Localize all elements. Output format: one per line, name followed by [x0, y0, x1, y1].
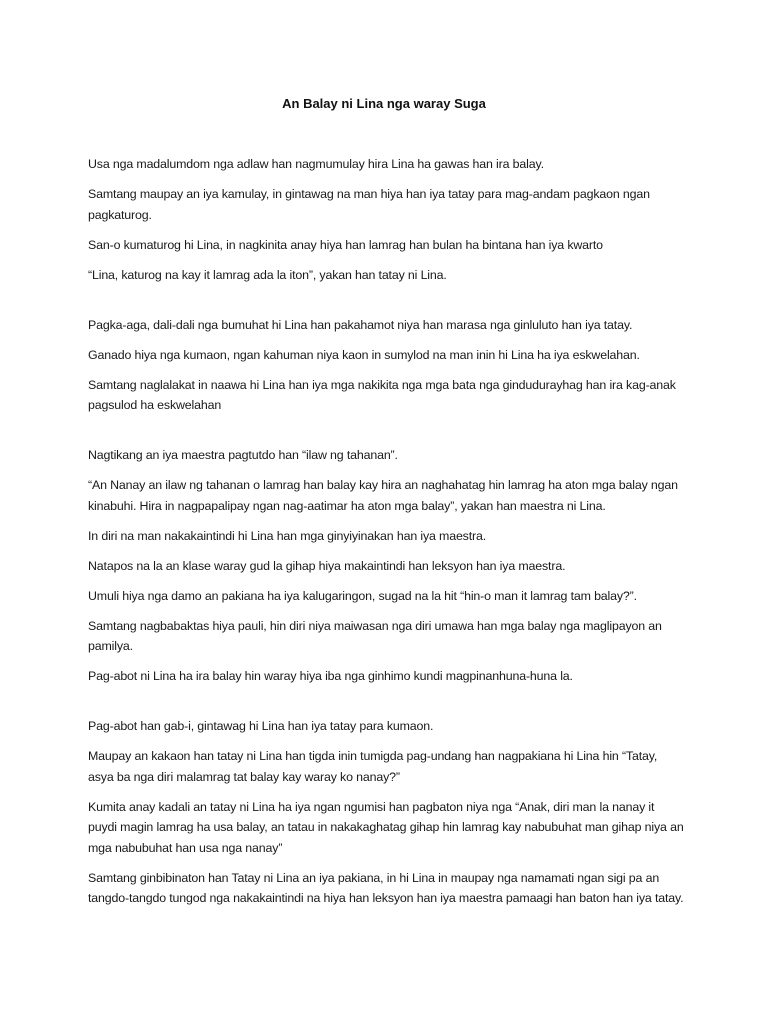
paragraph: Samtang maupay an iya kamulay, in gintawag na man hiya han iya tatay para mag-andam pagkaon ngan pagkaturog. [88, 187, 650, 222]
paragraph: Natapos na la an klase waray gud la gihap hiya makaintindi han leksyon han iya maestra. [88, 558, 566, 573]
document-body [88, 154, 684, 918]
section-spacer [88, 696, 684, 716]
paragraph: Umuli hiya nga damo an pakiana ha iya kalugaringon, sugad na la hit “hin-o man it lamrag tam balay?”. [88, 588, 637, 603]
paragraph: Samtang ginbibinaton han Tatay ni Lina an iya pakiana, in hi Lina in maupay nga namamati ngan sigi pa an tangdo-tangdo tungod nga nakakaintindi na hiya han leksyon han iya maestra pamaagi han baton han iya tatay. [88, 870, 684, 905]
paragraph: Samtang nagbabaktas hiya pauli, hin diri niya maiwasan nga diri umawa han mga balay nga maglipayon an pamilya. [88, 618, 662, 653]
paragraph: Maupay an kakaon han tatay ni Lina han tigda inin tumigda pag-undang han nagpakiana hi Lina hin “Tatay, asya ba nga diri malamrag tat balay kay waray ko nanay?” [88, 749, 658, 784]
paragraph: Nagtikang an iya maestra pagtutdo han “ilaw ng tahanan”. [88, 448, 398, 462]
paragraph: “Lina, katurog na kay it lamrag ada la iton”, yakan han tatay ni Lina. [88, 267, 447, 282]
paragraph: Pag-abot ni Lina ha ira balay hin waray hiya iba nga ginhimo kundi magpinanhuna-huna la. [88, 669, 573, 683]
paragraph: Ganado hiya nga kumaon, ngan kahuman niya kaon in sumylod na man inin hi Lina ha iya eskwelahan. [88, 347, 640, 362]
section-spacer [88, 295, 684, 315]
paragraph: In diri na man nakakaintindi hi Lina han mga ginyiyinakan han iya maestra. [88, 528, 487, 543]
paragraph: San-o kumaturog hi Lina, in nagkinita anay hiya han lamrag han bulan ha bintana han iya kwarto [88, 237, 603, 252]
paragraph: Kumita anay kadali an tatay ni Lina ha iya ngan ngumisi han pagbaton niya nga “Anak, diri man la nanay it puydi magin lamrag ha usa balay, an tatau in nakakaghatag gihap hin lamrag kay nabubuhat man gihap niya an mga nabubuhat han usa nga nanay” [88, 799, 684, 855]
paragraph: Pagka-aga, dali-dali nga bumuhat hi Lina han pakahamot niya han marasa nga ginluluto han iya tatay. [88, 317, 633, 332]
paragraph: Usa nga madalumdom nga adlaw han nagmumulay hira Lina ha gawas han ira balay. [88, 157, 544, 171]
paragraph: Pag-abot han gab-i, gintawag hi Lina han iya tatay para kumaon. [88, 719, 434, 733]
paragraph: Samtang naglalakat in naawa hi Lina han iya mga nakikita nga mga bata nga gindudurayhag han ira kag-anak pagsulod ha eskwelahan [88, 377, 676, 412]
section-spacer [88, 425, 684, 445]
page-title: An Balay ni Lina nga waray Suga [282, 96, 486, 111]
paragraph: “An Nanay an ilaw ng tahanan o lamrag han balay kay hira an naghahatag hin lamrag ha aton mga balay ngan kinabuhi. Hira in nagpapalipay ngan nag-aatimar ha aton mga balay”, yakan han maestra ni Lina. [88, 478, 678, 513]
